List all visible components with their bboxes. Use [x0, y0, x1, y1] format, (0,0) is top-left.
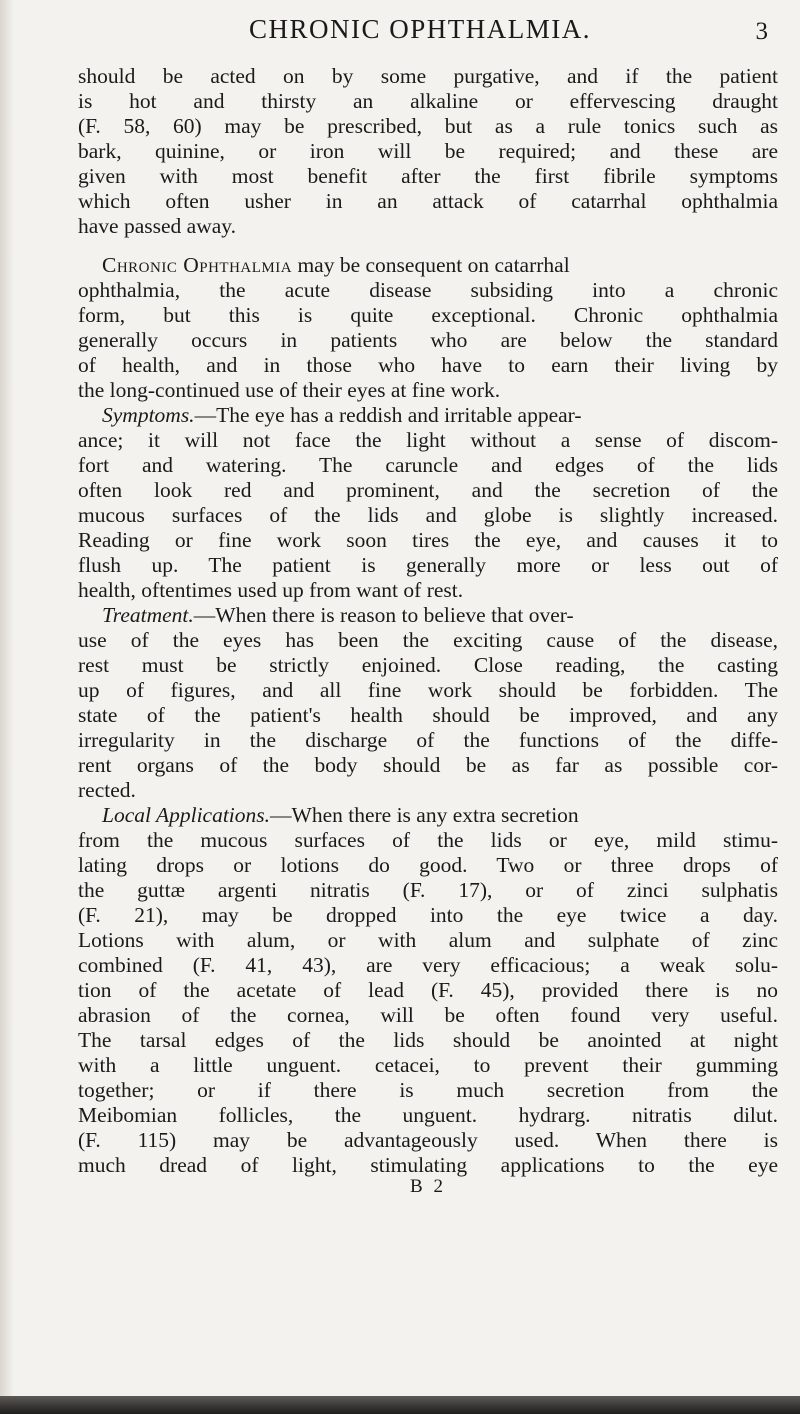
text-line: is hot and thirsty an alkaline or effervescing draught [78, 89, 778, 113]
text-line: form, but this is quite exceptional. Chronic ophthalmia [78, 303, 778, 327]
paragraph-local-applications [78, 803, 778, 1178]
text-line: (F. 58, 60) may be prescribed, but as a rule tonics such as [78, 114, 778, 138]
text-body [78, 64, 778, 1198]
text-line: should be acted on by some purgative, and if the patient [78, 64, 778, 88]
text-line: lating drops or lotions do good. Two or three drops of [78, 853, 778, 877]
line-rest: —The eye has a reddish and irritable appear- [194, 403, 582, 427]
line-rest: —When there is reason to believe that over- [193, 603, 574, 627]
text-line [78, 803, 778, 828]
page-bottom-edge [0, 1396, 800, 1414]
text-line: ance; it will not face the light without a sense of discom- [78, 428, 778, 452]
signature-mark: B 2 [410, 1176, 446, 1197]
text-line: abrasion of the cornea, will be often found very useful. [78, 1003, 778, 1027]
text-line: Lotions with alum, or with alum and sulphate of zinc [78, 928, 778, 952]
section-heading: Treatment. [102, 603, 194, 627]
text-line: mucous surfaces of the lids and globe is slightly increased. [78, 503, 778, 527]
line-rest: —When there is any extra secretion [270, 803, 579, 827]
text-line: flush up. The patient is generally more or less out of [78, 553, 778, 577]
text-line: use of the eyes has been the exciting cause of the disease, [78, 628, 778, 652]
text-line: the long-continued use of their eyes at fine work. [78, 378, 501, 402]
text-line: from the mucous surfaces of the lids or eye, mild stimu- [78, 828, 778, 852]
text-line [78, 403, 778, 428]
section-heading: Local Applications. [102, 803, 271, 827]
section-heading: Chronic Ophthalmia [102, 253, 293, 277]
text-line: state of the patient's health should be improved, and any [78, 703, 778, 727]
paragraph-symptoms [78, 403, 778, 603]
text-line: irregularity in the discharge of the functions of the diffe- [78, 728, 778, 752]
text-line: have passed away. [78, 214, 236, 238]
paragraph-1 [78, 64, 778, 239]
text-line: (F. 115) may be advantageously used. When there is [78, 1128, 778, 1152]
text-line [78, 603, 778, 628]
text-line: much dread of light, stimulating applications to the eye [78, 1153, 778, 1177]
text-line: bark, quinine, or iron will be required; and these are [78, 139, 778, 163]
text-line: fort and watering. The caruncle and edges of the lids [78, 453, 778, 477]
section-heading: Symptoms. [102, 403, 195, 427]
text-line: ophthalmia, the acute disease subsiding into a chronic [78, 278, 778, 302]
text-line: rest must be strictly enjoined. Close reading, the casting [78, 653, 778, 677]
text-line: with a little unguent. cetacei, to prevent their gumming [78, 1053, 778, 1077]
page-number: 3 [755, 18, 768, 45]
running-head [60, 14, 780, 64]
text-line: which often usher in an attack of catarrhal ophthalmia [78, 189, 778, 213]
text-line [78, 253, 778, 278]
text-line: of health, and in those who have to earn their living by [78, 353, 778, 377]
text-line: tion of the acetate of lead (F. 45), provided there is no [78, 978, 778, 1002]
text-line: together; or if there is much secretion from the [78, 1078, 778, 1102]
line-rest: may be consequent on catarrhal [292, 253, 570, 277]
paragraph-chronic-ophthalmia [78, 253, 778, 403]
text-line: rent organs of the body should be as far as possible cor- [78, 753, 778, 777]
text-line: health, oftentimes used up from want of rest. [78, 578, 464, 602]
text-line: Meibomian follicles, the unguent. hydrarg. nitratis dilut. [78, 1103, 778, 1127]
text-line: up of figures, and all fine work should be forbidden. The [78, 678, 778, 702]
text-line: combined (F. 41, 43), are very efficacious; a weak solu- [78, 953, 778, 977]
text-line: (F. 21), may be dropped into the eye twice a day. [78, 903, 778, 927]
text-line: Reading or fine work soon tires the eye, and causes it to [78, 528, 778, 552]
page-binding-edge [0, 0, 14, 1414]
text-line: The tarsal edges of the lids should be anointed at night [78, 1028, 778, 1052]
text-line: given with most benefit after the first fibrile symptoms [78, 164, 778, 188]
paragraph-treatment [78, 603, 778, 803]
text-line: generally occurs in patients who are below the standard [78, 328, 778, 352]
paragraph-gap [78, 239, 778, 253]
text-line: the guttæ argenti nitratis (F. 17), or of zinci sulphatis [78, 878, 778, 902]
text-line: rected. [78, 778, 136, 802]
running-title: CHRONIC OPHTHALMIA. [248, 14, 591, 44]
text-line: often look red and prominent, and the secretion of the [78, 478, 778, 502]
